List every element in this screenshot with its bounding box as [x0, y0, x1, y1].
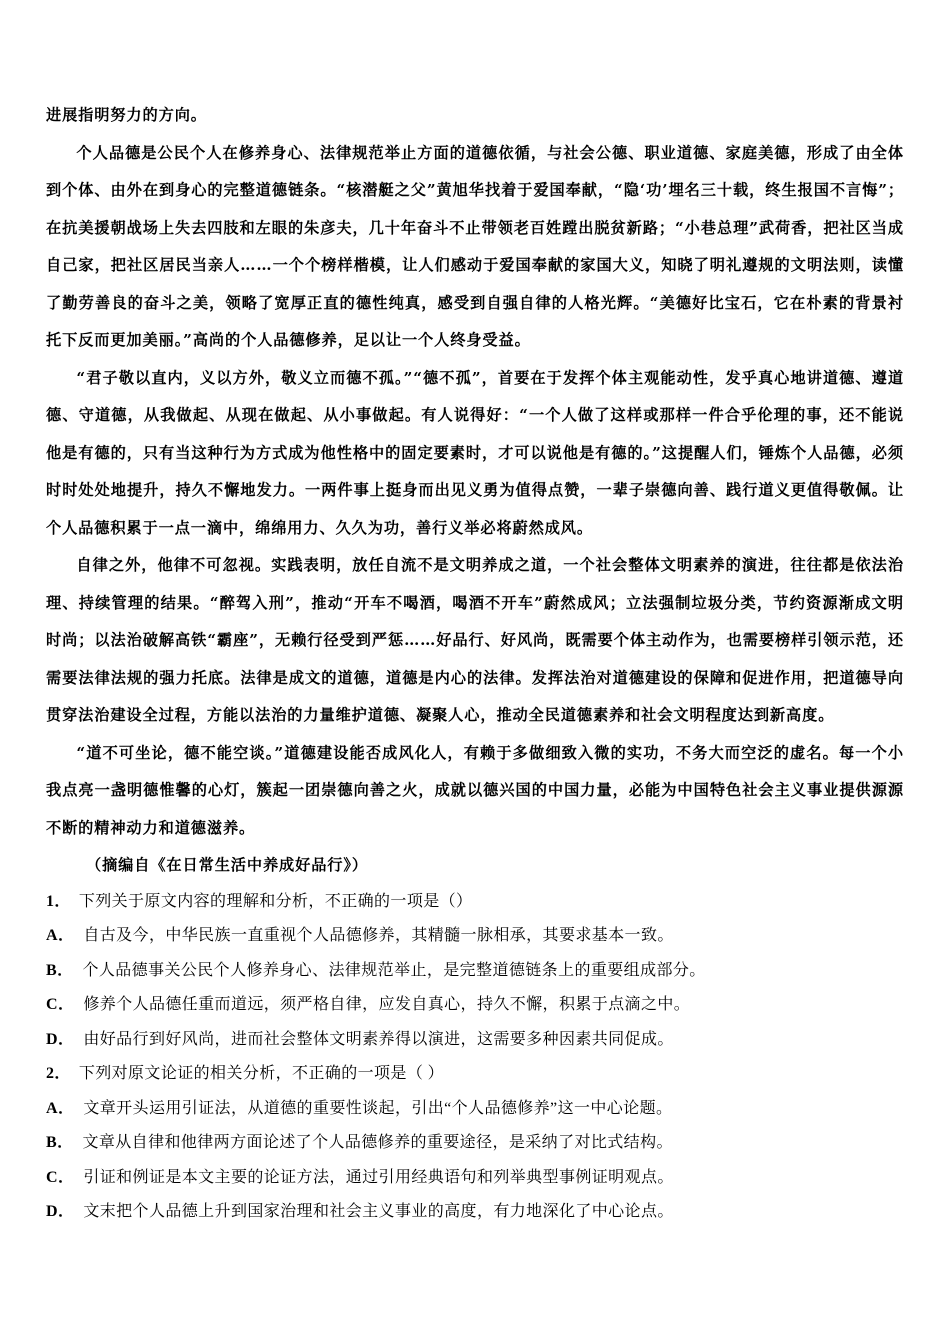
option-text: 引证和例证是本文主要的论证方法，通过引用经典语句和列举典型事例证明观点。 [83, 1168, 674, 1186]
option-letter: D． [46, 1203, 75, 1220]
option-text: 文末把个人品德上升到国家治理和社会主义事业的高度，有力地深化了中心论点。 [83, 1203, 674, 1220]
option-letter: A． [46, 927, 75, 944]
question-1 [46, 885, 904, 1058]
option-a[interactable] [46, 1092, 904, 1127]
paragraph: 自律之外，他律不可忽视。实践表明，放任自流不是文明养成之道，一个社会整体文明素养的演进，往往都是依法治理、持续管理的结果。“醉驾入刑”，推动“开车不喝酒，喝酒不开车”蔚然成风；立法强制垃圾分类，节约资源渐成文明时尚；以法治破解高铁“霸座”，无赖行径受到严惩……好品行、好风尚，既需要个体主动作为，也需要榜样引领示范，还需要法律法规的强力托底。法律是成文的道德，道德是内心的法律。发挥法治对道德建设的保障和促进作用，把道德导向贯穿法治建设全过程，方能以法治的力量维护道德、凝聚人心，推动全民道德素养和社会文明程度达到新高度。 [46, 556, 904, 724]
option-text: 修养个人品德任重而道远，须严格自律，应发自真心，持久不懈，积累于点滴之中。 [83, 996, 691, 1013]
option-d[interactable] [46, 1195, 904, 1230]
option-a[interactable] [46, 919, 904, 954]
option-b[interactable] [46, 1126, 904, 1161]
option-text: 由好品行到好风尚，进而社会整体文明素养得以演进，这需要多种因素共同促成。 [83, 1030, 674, 1048]
paragraph: “君子敬以直内，义以方外，敬义立而德不孤。”“德不孤”，首要在于发挥个体主观能动性，发乎真心地讲道德、遵道德、守道德，从我做起、从现在做起、从小事做起。有人说得好：“一个人做了这样或那样一件合乎伦理的事，还不能说他是有德的，只有当这种行为方式成为他性格中的固定要素时，才可以说他是有德的。”这提醒人们，锤炼个人品德，必须时时处处地提升，持久不懈地发力。一两件事上挺身而出见义勇为值得点赞，一辈子崇德向善、践行道义更值得敬佩。让个人品德积累于一点一滴中，绵绵用力、久久为功，善行义举必将蔚然成风。 [46, 368, 904, 537]
option-text: 自古及今，中华民族一直重视个人品德修养，其精髓一脉相承，其要求基本一致。 [83, 927, 674, 944]
option-letter: B． [46, 1134, 74, 1151]
question-stem [46, 885, 904, 920]
question-number: 2． [46, 1065, 71, 1082]
option-c[interactable] [46, 988, 904, 1023]
option-letter: B． [46, 961, 74, 979]
option-letter: C． [46, 996, 75, 1013]
option-letter: D． [46, 1030, 75, 1048]
paragraph: “道不可坐论，德不能空谈。”道德建设能否成风化人，有赖于多做细致入微的实功，不务大而空泛的虚名。每一个小我点亮一盏明德惟馨的心灯，簇起一团崇德向善之火，成就以德兴国的中国力量，必能为中国特色社会主义事业提供源源不断的精神动力和道德滋养。 [46, 743, 904, 837]
option-text: 文章从自律和他律两方面论述了个人品德修养的重要途径，是采纳了对比式结构。 [82, 1134, 673, 1151]
option-c[interactable] [46, 1161, 904, 1196]
paragraph: 进展指明努力的方向。 [46, 106, 207, 124]
passage-source: （摘编自《在日常生活中养成好品行》） [86, 856, 368, 874]
option-b[interactable] [46, 954, 904, 989]
option-text: 个人品德事关公民个人修养身心、法律规范举止，是完整道德链条上的重要组成部分。 [82, 961, 706, 979]
option-text: 文章开头运用引证法，从道德的重要性谈起，引出“个人品德修养”这一中心论题。 [83, 1099, 673, 1117]
question-text: 下列对原文论证的相关分析，不正确的一项是（ ） [78, 1065, 445, 1082]
question-2 [46, 1057, 904, 1230]
option-d[interactable] [46, 1023, 904, 1058]
question-stem [46, 1057, 904, 1092]
question-text: 下列关于原文内容的理解和分析，不正确的一项是（） [78, 892, 473, 910]
document-page [46, 97, 904, 1230]
paragraph: 个人品德是公民个人在修养身心、法律规范举止方面的道德依循，与社会公德、职业道德、家庭美德，形成了由全体到个体、由外在到身心的完整道德链条。“核潜艇之父”黄旭华找着于爱国奉献，“隐‘功’埋名三十载，终生报国不言悔”；在抗美援朝战场上失去四肢和左眼的朱彦夫，几十年奋斗不止带领老百姓蹚出脱贫新路；“小巷总理”武荷香，把社区当成自己家，把社区居民当亲人……一个个榜样楷模，让人们感动于爱国奉献的家国大义，知晓了明礼遵规的文明法则，读懂了勤劳善良的奋斗之美，领略了宽厚正直的德性纯真，感受到自强自律的人格光辉。“美德好比宝石，它在朴素的背景衬托下反而更加美丽。”高尚的个人品德修养，足以让一个人终身受益。 [46, 143, 904, 349]
option-letter: A． [46, 1099, 75, 1117]
reading-passage [46, 97, 904, 885]
question-list [46, 885, 904, 1230]
option-letter: C． [46, 1168, 75, 1186]
question-number: 1． [46, 892, 71, 910]
